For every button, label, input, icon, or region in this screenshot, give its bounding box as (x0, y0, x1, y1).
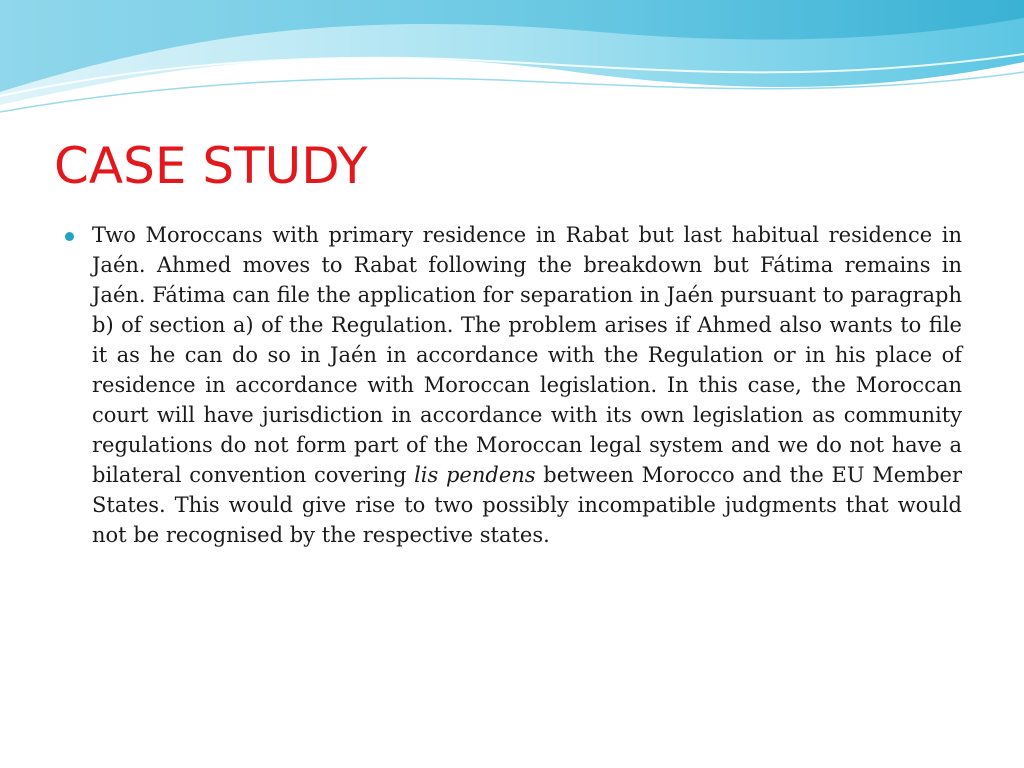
slide-title: CASE STUDY (54, 137, 368, 195)
bullet-text-italic-term: lis pendens (414, 463, 536, 487)
bullet-dot-icon (65, 232, 74, 241)
bullet-text (92, 220, 962, 550)
header-wave-decoration (0, 0, 1024, 120)
bullet-text-part-1: Two Moroccans with primary residence in Rabat but last habitual residence in Jaén. Ahmed moves to Rabat following the breakdown but Fátima remains in Jaén. Fátima can file the application for separation in Jaén pursuant to paragraph b) of section a) of the Regulation. The problem arises if Ahmed also wants to file it as he can do so in Jaén in accordance with the Regulation or in his place of residence in accordance with Moroccan legislation. In this case, the Moroccan court will have jurisdiction in accordance with its own legislation as community regulations do not form part of the Moroccan legal system and we do not have a bilateral convention covering (92, 223, 962, 487)
slide-content (62, 220, 962, 550)
bullet-text-part-2: between Morocco and the EU Member States. This would give rise to two possibly incompatible judgments that would not be recognised by the respective states. (92, 463, 962, 547)
bullet-item (62, 220, 962, 550)
